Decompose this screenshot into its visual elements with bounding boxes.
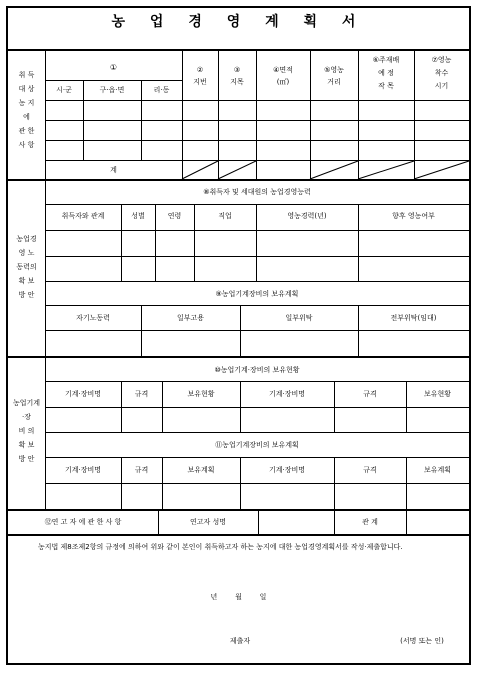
sec4-vdiv bbox=[406, 511, 407, 535]
sub10-header: 보유현황 bbox=[423, 390, 452, 398]
sec2-vdiv bbox=[240, 305, 241, 357]
page-title: 농 업 경 영 계 획 서 bbox=[111, 14, 366, 30]
sec1-side-label: 취 득 대 상 농 지 에 관 한 사 항 bbox=[18, 71, 35, 149]
sub10-title: ⑩농업기계·장비의 보유현황 bbox=[214, 366, 300, 374]
sub8-header: 직업 bbox=[218, 212, 232, 220]
sec3-hline bbox=[45, 432, 469, 433]
col3-header: ③ 지목 bbox=[230, 66, 244, 86]
sub10-header: 기계·장비명 bbox=[268, 390, 306, 398]
sub9-header: 자기노동력 bbox=[76, 314, 110, 322]
col7-header: ⑦영농 착수 시기 bbox=[431, 56, 452, 90]
col6-header: ⑥주재배 예 정 작 목 bbox=[372, 56, 400, 90]
col2-header: ② 지번 bbox=[193, 66, 207, 86]
sub11-header: 기계·장비명 bbox=[64, 466, 102, 474]
sub10-header: 규격 bbox=[134, 390, 149, 398]
col4-header: ④면적 (㎡) bbox=[273, 66, 293, 86]
sub8-header: 영농경력(년) bbox=[287, 212, 327, 220]
col5-header: ⑤영농 거리 bbox=[324, 66, 344, 86]
col-gueupmyeon: 구·읍·면 bbox=[99, 86, 125, 94]
sec2-side-label: 농업경 영 노 동력의 확 보 방 안 bbox=[16, 235, 37, 299]
signature-label: (서명 또는 인) bbox=[400, 637, 444, 645]
sec2-hline bbox=[45, 305, 469, 306]
sub8-header: 연령 bbox=[167, 212, 182, 220]
sub9-header: 일부위탁 bbox=[285, 314, 313, 322]
sec3-hline bbox=[45, 407, 469, 408]
contact-name-label: 연고자 성명 bbox=[189, 518, 227, 526]
sub11-header: 규격 bbox=[363, 466, 377, 474]
section-divider bbox=[8, 509, 469, 511]
submitter-label: 제출자 bbox=[229, 637, 251, 645]
sub10-header: 보유현황 bbox=[187, 390, 215, 398]
sub11-title: ⑪농업기계장비의 보유계획 bbox=[215, 441, 299, 449]
sec2-hline bbox=[45, 256, 469, 257]
sub11-header: 기계·장비명 bbox=[268, 466, 306, 474]
sub10-header: 기계·장비명 bbox=[64, 390, 102, 398]
col-ridong: 리·동 bbox=[153, 86, 170, 94]
sec2-hline bbox=[45, 330, 469, 331]
col1-header: ① bbox=[109, 63, 118, 72]
col-sigun: 시·군 bbox=[56, 86, 72, 94]
date-line: 년 월 일 bbox=[210, 593, 267, 601]
sub11-header: 보유계획 bbox=[187, 466, 215, 474]
sub11-header: 규격 bbox=[134, 466, 149, 474]
sub9-title: ⑨농업기계장비의 보유계획 bbox=[215, 290, 299, 298]
sub8-header: 성별 bbox=[131, 212, 145, 220]
sub11-header: 보유계획 bbox=[423, 466, 452, 474]
sub9-header: 일부고용 bbox=[176, 314, 205, 322]
sub8-header: 향후 영농여부 bbox=[392, 212, 435, 220]
sec2-hline bbox=[45, 281, 469, 282]
total-label: 계 bbox=[110, 166, 117, 174]
sec2-hline bbox=[45, 230, 469, 231]
sub8-header: 취득자와 관계 bbox=[61, 212, 105, 220]
sec3-side-label: 농업기계 ·장 비 의 확 보 방 안 bbox=[12, 399, 41, 463]
section-divider bbox=[8, 534, 469, 536]
relation-label: 관 계 bbox=[362, 518, 378, 526]
sub9-header: 전부위탁(임대) bbox=[390, 314, 437, 322]
sub8-title: ⑧취득자 및 세대원의 농업경영능력 bbox=[203, 188, 311, 196]
sec2-vdiv bbox=[358, 305, 359, 357]
sec4-vdiv bbox=[258, 511, 259, 535]
sec2-vdiv bbox=[141, 305, 142, 357]
section-divider bbox=[8, 356, 469, 358]
declaration-text: 농지법 제8조제2항의 규정에 의하여 위와 같이 본인이 취득하고자 하는 농지에 대한 농업경영계획서를 작성·제출합니다. bbox=[38, 543, 403, 551]
sec2-hline bbox=[45, 204, 469, 205]
sub10-header: 규격 bbox=[363, 390, 377, 398]
sec3-hline bbox=[45, 483, 469, 484]
sec4-label: ⑫연 고 자 에 관 한 사 항 bbox=[44, 518, 122, 526]
